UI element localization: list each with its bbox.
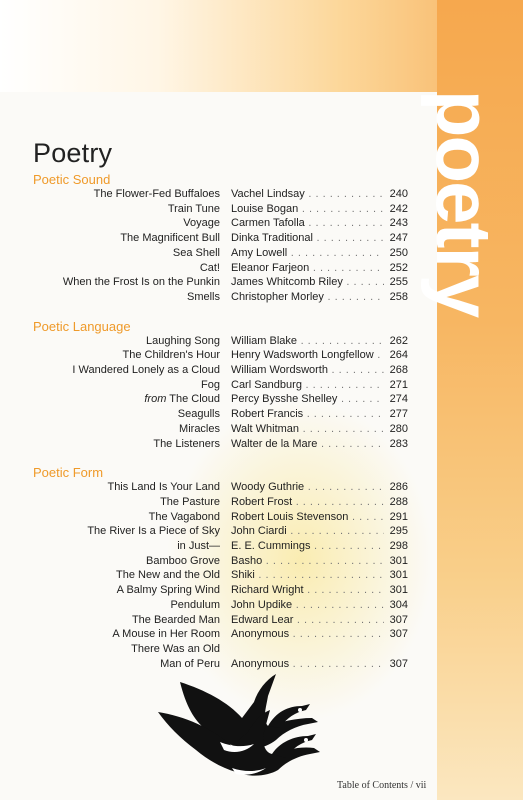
toc-page-number: 298	[389, 540, 408, 552]
toc-entry[interactable]	[0, 583, 523, 597]
toc-title-column	[20, 392, 220, 406]
toc-author	[231, 598, 384, 612]
toc-entry[interactable]	[0, 554, 523, 568]
toc-author-name: Walt Whitman	[231, 422, 300, 435]
toc-author	[231, 202, 384, 216]
toc-title-text: The Magnificent Bull	[120, 232, 220, 245]
toc-title	[183, 216, 220, 230]
toc-author-name: Woody Guthrie	[231, 481, 305, 494]
toc-title-text: The River Is a Piece of Sky	[87, 525, 220, 538]
toc-page-number: 280	[389, 422, 408, 435]
toc-title-column	[20, 334, 220, 348]
toc-author-name: Robert Frost	[231, 495, 293, 508]
toc-author	[231, 261, 384, 275]
toc-entry[interactable]	[0, 613, 523, 627]
toc-entry[interactable]	[0, 363, 523, 377]
toc-title-column	[20, 627, 220, 641]
toc-page-number: 240	[389, 188, 408, 200]
toc-page-number: 307	[389, 613, 408, 626]
toc-title-text: A Mouse in Her Room	[112, 628, 220, 641]
toc-title	[63, 275, 220, 289]
section-heading: Poetic Language	[33, 318, 131, 334]
toc-page-number: 271	[389, 378, 408, 391]
toc-entry[interactable]	[0, 392, 523, 406]
toc-page-number: 277	[389, 408, 408, 421]
toc-page-number: 286	[389, 481, 408, 494]
toc-author	[231, 510, 384, 524]
toc-author-name: Richard Wright	[231, 584, 304, 597]
toc-author	[231, 290, 384, 304]
toc-title	[146, 554, 220, 568]
toc-title	[116, 568, 220, 582]
toc-page-number: 283	[389, 437, 408, 450]
toc-title-column	[20, 275, 220, 289]
toc-title-text: The Bearded Man	[131, 613, 220, 626]
toc-author-name: Carl Sandburg	[231, 378, 302, 391]
toc-author-name: William Blake	[231, 334, 298, 347]
toc-title-column	[20, 554, 220, 568]
toc-title-text: The Vagabond	[148, 510, 220, 523]
toc-author-name: Anonymous	[231, 628, 290, 641]
toc-title	[201, 378, 220, 392]
toc-title-column	[20, 202, 220, 216]
toc-entry[interactable]	[0, 407, 523, 421]
toc-author	[231, 334, 384, 348]
toc-author	[231, 422, 384, 436]
toc-entry[interactable]	[0, 275, 523, 289]
toc-entry[interactable]	[0, 261, 523, 275]
toc-author	[231, 231, 384, 245]
toc-title-text: Laughing Song	[145, 334, 220, 347]
toc-title-column	[20, 524, 220, 538]
toc-author	[231, 495, 384, 509]
toc-page-number: 255	[389, 276, 408, 289]
toc-title-column	[20, 231, 220, 245]
toc-page-number: 243	[389, 217, 408, 230]
toc-author-name: John Updike	[231, 598, 293, 611]
toc-entry[interactable]	[0, 348, 523, 362]
toc-title	[132, 613, 220, 627]
toc-author-name: Louise Bogan	[231, 202, 299, 215]
toc-entry[interactable]	[0, 627, 523, 641]
toc-page-number: 301	[389, 584, 408, 597]
toc-title	[153, 437, 220, 451]
toc-author	[231, 378, 384, 392]
toc-entry[interactable]	[0, 334, 523, 348]
toc-author-name: Shiki	[231, 569, 255, 582]
toc-entry[interactable]	[0, 290, 523, 304]
toc-title-column	[20, 363, 220, 377]
toc-title	[72, 363, 220, 377]
toc-author	[231, 480, 384, 494]
toc-title-text: Smells	[186, 290, 220, 303]
toc-title-text: Seagulls	[177, 408, 220, 421]
section-heading: Poetic Sound	[33, 172, 111, 187]
toc-title-column	[20, 290, 220, 304]
toc-author	[231, 627, 384, 641]
toc-page-number: 301	[389, 554, 408, 567]
toc-author	[231, 583, 384, 597]
toc-entry[interactable]	[0, 510, 523, 524]
toc-page-number: 247	[389, 232, 408, 245]
toc-page-number: 262	[389, 334, 408, 347]
toc-title-text: There Was an Old	[131, 642, 220, 655]
toc-page-number: 258	[389, 290, 408, 303]
toc-page-number: 242	[389, 202, 408, 215]
toc-title-text: Fog	[201, 378, 220, 391]
toc-author-name: Carmen Tafolla	[231, 217, 305, 230]
side-title: poetry	[420, 89, 509, 316]
toc-title-text: Voyage	[183, 217, 220, 230]
toc-page-number: 295	[389, 525, 408, 538]
toc-title	[144, 392, 220, 406]
toc-author-name: Anonymous	[231, 657, 290, 670]
toc-title-text: Pendulum	[170, 598, 220, 611]
toc-author-name: Robert Francis	[231, 408, 304, 421]
toc-page-number: 288	[389, 495, 408, 508]
toc-author-name: Basho	[231, 554, 263, 567]
toc-title	[117, 583, 220, 597]
toc-title	[168, 202, 220, 216]
toc-author	[231, 554, 384, 568]
toc-title-column	[20, 246, 220, 260]
page-footer: Table of Contents / vii	[337, 780, 427, 791]
toc-title	[146, 334, 220, 348]
toc-entry[interactable]	[0, 495, 523, 509]
toc-author	[231, 275, 384, 289]
toc-author-name: Walter de la Mare	[231, 437, 318, 450]
toc-page-number: 291	[389, 510, 408, 523]
toc-author	[231, 613, 384, 627]
toc-title-text: The New and the Old	[116, 569, 220, 582]
toc-author-name: Percy Bysshe Shelley	[231, 393, 338, 406]
toc-title-column	[20, 583, 220, 597]
toc-title	[160, 495, 220, 509]
toc-entry[interactable]	[0, 246, 523, 260]
toc-entry[interactable]	[0, 480, 523, 494]
toc-page-number: 268	[389, 364, 408, 376]
toc-title	[177, 539, 220, 553]
toc-title	[200, 261, 220, 275]
toc-title-text: The Listeners	[153, 437, 220, 450]
toc-title-text: Miracles	[179, 422, 220, 435]
toc-title-text: I Wandered Lonely as a Cloud	[72, 364, 220, 376]
toc-title-column	[20, 642, 220, 656]
toc-author-name: Dinka Traditional	[231, 232, 313, 245]
toc-author-name: John Ciardi	[231, 525, 287, 538]
toc-author-name: Robert Louis Stevenson	[231, 510, 349, 523]
toc-page-number: 252	[389, 261, 408, 274]
toc-title-text: Cat!	[199, 261, 220, 274]
toc-title-column	[20, 437, 220, 451]
toc-entry[interactable]	[0, 437, 523, 451]
toc-entry[interactable]	[0, 378, 523, 392]
toc-page-number: 307	[389, 657, 408, 670]
toc-author	[231, 246, 384, 260]
toc-title	[149, 510, 220, 524]
toc-page-number: 264	[389, 349, 408, 362]
toc-author-name: Amy Lowell	[231, 246, 288, 259]
toc-title-prefix: from	[144, 393, 167, 406]
toc-author	[231, 524, 384, 538]
toc-title-text: in Just—	[177, 540, 220, 552]
toc-title-column	[20, 348, 220, 362]
toc-title-text: The Cloud	[169, 393, 220, 406]
toc-author-name: E. E. Cummings	[231, 540, 311, 552]
toc-author	[231, 216, 384, 230]
toc-author-name: Eleanor Farjeon	[231, 261, 310, 274]
toc-author-name: James Whitcomb Riley	[231, 276, 343, 289]
toc-title-text: The Pasture	[160, 495, 220, 508]
toc-page-number: 250	[389, 246, 408, 259]
toc-entry[interactable]	[0, 187, 523, 201]
toc-title-column	[20, 378, 220, 392]
toc-title-text: Sea Shell	[172, 246, 220, 259]
toc-title-column	[20, 480, 220, 494]
toc-page-number: 307	[389, 628, 408, 641]
toc-author	[231, 363, 384, 377]
toc-author-name: Edward Lear	[231, 613, 294, 626]
toc-title-text: A Balmy Spring Wind	[116, 584, 220, 597]
toc-author	[231, 568, 384, 582]
toc-entry[interactable]	[0, 422, 523, 436]
toc-author	[231, 539, 384, 553]
toc-author	[231, 392, 384, 406]
toc-title-column	[20, 261, 220, 275]
toc-title-column	[20, 510, 220, 524]
toc-title-column	[20, 598, 220, 612]
toc-title-text: Bamboo Grove	[146, 554, 220, 567]
toc-title-column	[20, 539, 220, 553]
toc-title	[112, 627, 220, 641]
toc-title-column	[20, 422, 220, 436]
toc-author	[231, 407, 384, 421]
toc-entry[interactable]	[0, 598, 523, 612]
toc-entry[interactable]	[0, 202, 523, 216]
toc-title-column	[20, 216, 220, 230]
toc-title-text: Man of Peru	[160, 657, 220, 670]
toc-title-column	[20, 187, 220, 201]
toc-entry[interactable]	[0, 231, 523, 245]
toc-title-text: Train Tune	[167, 202, 220, 215]
toc-title-text: This Land Is Your Land	[107, 481, 220, 494]
toc-author-name: William Wordsworth	[231, 364, 328, 376]
toc-title	[120, 231, 220, 245]
toc-page-number: 304	[389, 598, 408, 611]
toc-title	[123, 348, 220, 362]
page-title: Poetry	[33, 138, 113, 168]
toc-entry[interactable]	[0, 524, 523, 538]
toc-title-text: When the Frost Is on the Punkin	[62, 276, 220, 289]
toc-title	[94, 187, 220, 201]
toc-page-number: 301	[389, 569, 408, 582]
toc-author-name: Christopher Morley	[231, 290, 324, 303]
toc-entry[interactable]	[0, 568, 523, 582]
toc-title-column	[20, 568, 220, 582]
toc-author	[231, 437, 384, 451]
toc-title	[187, 290, 220, 304]
toc-title	[178, 407, 220, 421]
toc-entry[interactable]	[0, 216, 523, 230]
toc-page-number: 274	[389, 393, 408, 406]
toc-author	[231, 187, 384, 201]
toc-author-name: Henry Wadsworth Longfellow	[231, 349, 374, 362]
toc-title-column	[20, 495, 220, 509]
toc-title	[87, 524, 220, 538]
toc-entry[interactable]	[0, 642, 523, 656]
toc-title-column	[20, 407, 220, 421]
toc-author-name: Vachel Lindsay	[231, 188, 305, 200]
toc-title-column	[20, 613, 220, 627]
toc-entry[interactable]	[0, 539, 523, 553]
toc-title	[131, 642, 220, 656]
geese-silhouette-icon	[150, 662, 325, 777]
section-heading: Poetic Form	[33, 465, 104, 481]
toc-title	[107, 480, 220, 494]
toc-title-text: The Flower-Fed Buffaloes	[93, 188, 220, 200]
toc-title	[170, 598, 220, 612]
toc-title-text: The Children's Hour	[122, 349, 220, 362]
toc-title	[179, 422, 220, 436]
toc-author	[231, 348, 384, 362]
toc-title	[173, 246, 220, 260]
